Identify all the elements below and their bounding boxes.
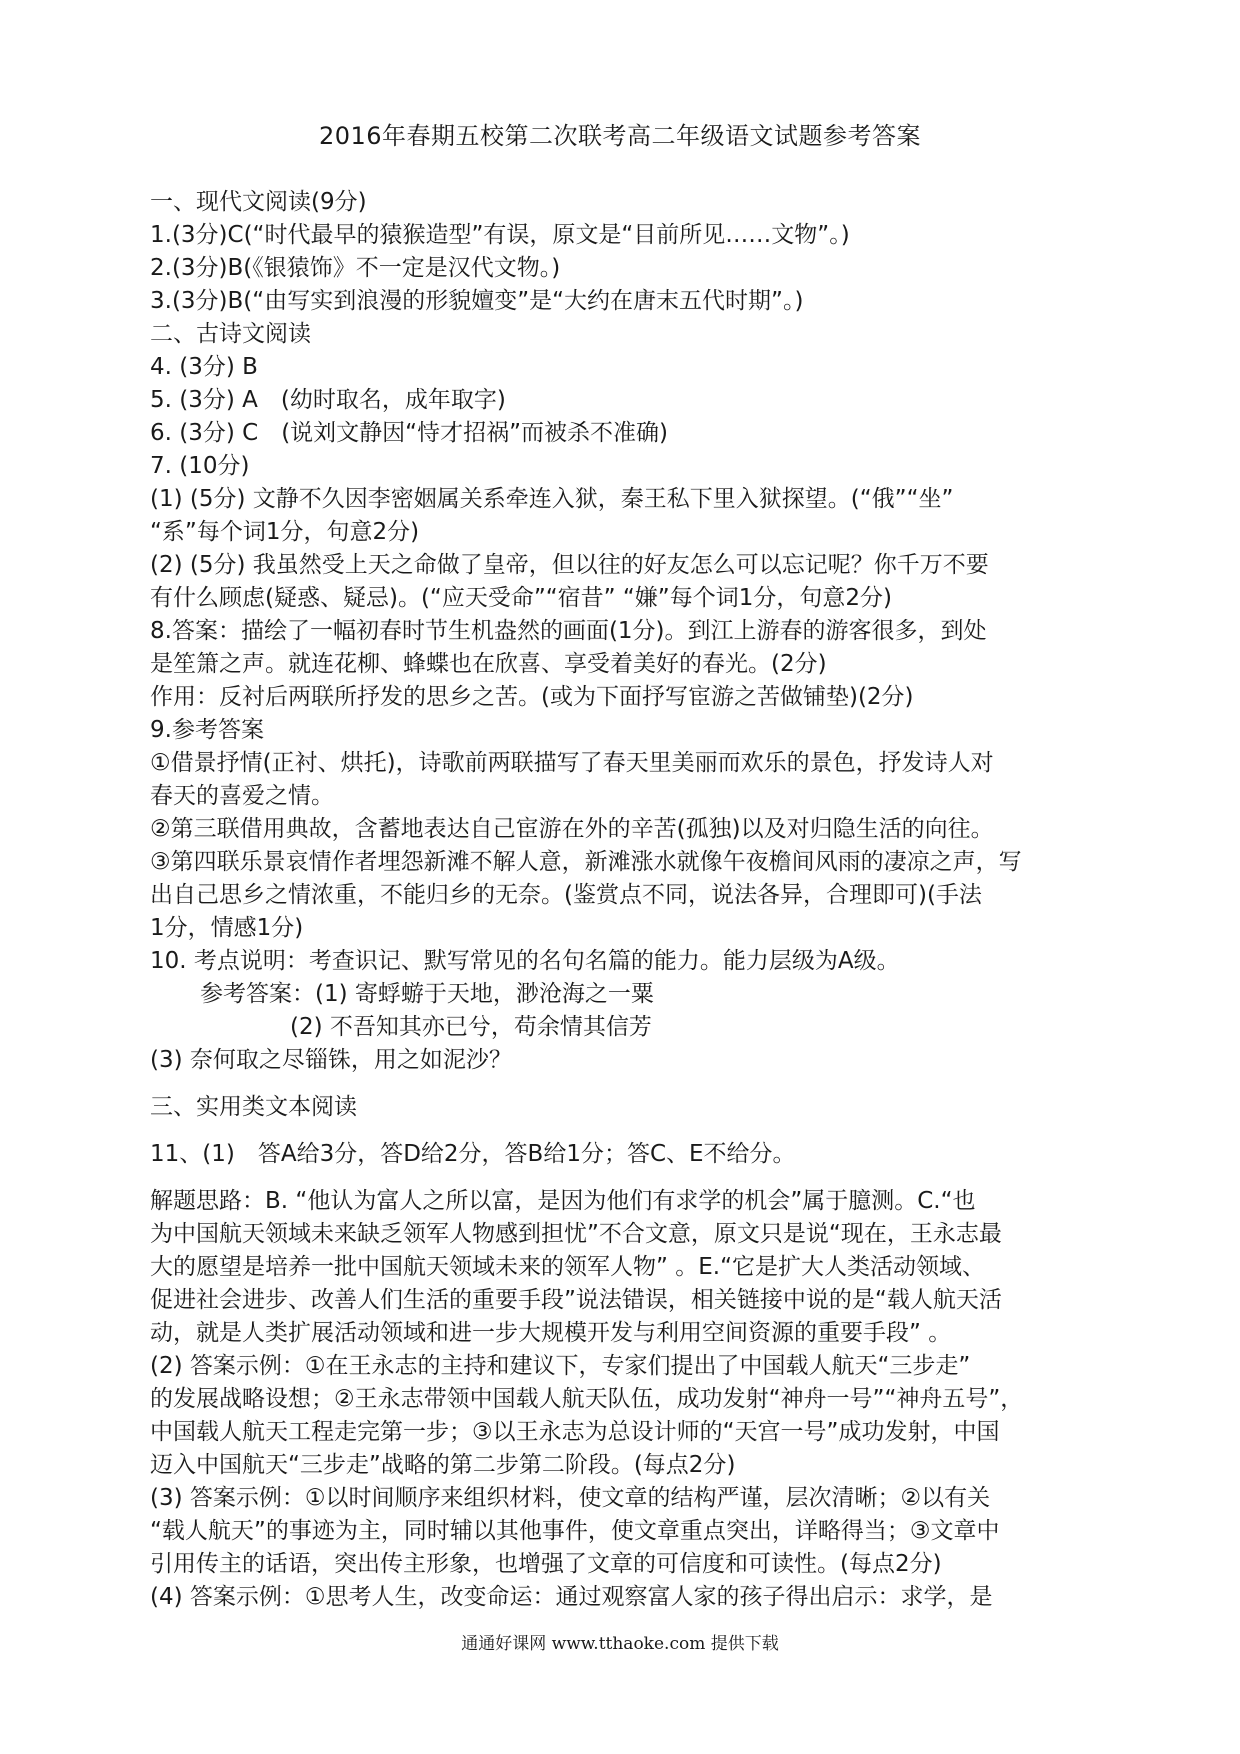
answer-line: (3) 答案示例：①以时间顺序来组织材料，使文章的结构严谨，层次清晰；②以有关 bbox=[150, 1485, 991, 1511]
answer-line: (3) 奈何取之尽锱铢，用之如泥沙？ bbox=[150, 1047, 512, 1073]
answer-line: 1.(3分)C(“时代最早的猿猴造型”有误，原文是“目前所见……文物”。) bbox=[150, 222, 850, 248]
answer-content bbox=[150, 186, 1100, 1614]
answer-line: (2) 不吾知其亦已兮，苟余情其信芳 bbox=[290, 1014, 652, 1040]
answer-line: 出自己思乡之情浓重，不能归乡的无奈。(鉴赏点不同，说法各异，合理即可)(手法 bbox=[150, 882, 982, 908]
answer-line: (4) 答案示例：①思考人生，改变命运：通过观察富人家的孩子得出启示：求学，是 bbox=[150, 1584, 993, 1610]
answer-line: 是笙箫之声。就连花柳、蜂蝶也在欣喜、享受着美好的春光。(2分) bbox=[150, 651, 827, 677]
section-heading: 三、实用类文本阅读 bbox=[150, 1094, 357, 1120]
answer-line: 大的愿望是培养一批中国航天领域未来的领军人物” 。E.“它是扩大人类活动领域、 bbox=[150, 1254, 985, 1280]
answer-line: ③第四联乐景哀情作者埋怨新滩不解人意，新滩涨水就像午夜檐间风雨的凄凉之声，写 bbox=[150, 849, 1022, 875]
answer-line: 8.答案：描绘了一幅初春时节生机盎然的画面(1分)。到江上游春的游客很多，到处 bbox=[150, 618, 987, 644]
section-heading: 二、古诗文阅读 bbox=[150, 321, 311, 347]
answer-line: 3.(3分)B(“由写实到浪漫的形貌嬗变”是“大约在唐末五代时期”。) bbox=[150, 288, 804, 314]
section-heading: 一、现代文阅读(9分) bbox=[150, 189, 367, 215]
answer-line: 9.参考答案 bbox=[150, 717, 264, 743]
answer-line: 促进社会进步、改善人们生活的重要手段”说法错误，相关链接中说的是“载人航天活 bbox=[150, 1287, 1002, 1313]
answer-line: “系”每个词1分，句意2分) bbox=[150, 519, 420, 545]
answer-line: “载人航天”的事迹为主，同时辅以其他事件，使文章重点突出，详略得当；③文章中 bbox=[150, 1518, 1000, 1544]
answer-line: 参考答案：(1) 寄蜉蝣于天地，渺沧海之一粟 bbox=[200, 981, 654, 1007]
page-footer: 通通好课网 www.tthaoke.com 提供下载 bbox=[461, 1634, 779, 1654]
answer-line: 10. 考点说明：考查识记、默写常见的名句名篇的能力。能力层级为A级。 bbox=[150, 948, 900, 974]
answer-line: 迈入中国航天“三步走”战略的第二步第二阶段。(每点2分) bbox=[150, 1452, 736, 1478]
answer-line: 11、(1) 答A给3分，答D给2分，答B给1分；答C、E不给分。 bbox=[150, 1141, 796, 1167]
answer-line: 4. (3分) B bbox=[150, 354, 258, 380]
answer-line: 春天的喜爱之情。 bbox=[150, 783, 334, 809]
answer-line: 5. (3分) A (幼时取名，成年取字) bbox=[150, 387, 506, 413]
answer-line: (2) (5分) 我虽然受上天之命做了皇帝，但以往的好友怎么可以忘记呢？你千万不要 bbox=[150, 552, 989, 578]
answer-line: 动，就是人类扩展活动领域和进一步大规模开发与利用空间资源的重要手段” 。 bbox=[150, 1320, 952, 1346]
answer-line: 中国载人航天工程走完第一步；③以王永志为总设计师的“天宫一号”成功发射，中国 bbox=[150, 1419, 1000, 1445]
answer-line: 6. (3分) C (说刘文静因“恃才招祸”而被杀不准确) bbox=[150, 420, 668, 446]
answer-line: 作用：反衬后两联所抒发的思乡之苦。(或为下面抒写宦游之苦做铺垫)(2分) bbox=[150, 684, 914, 710]
answer-line: 1分，情感1分) bbox=[150, 915, 304, 941]
answer-line: 2.(3分)B(《银猿饰》不一定是汉代文物。) bbox=[150, 255, 561, 281]
answer-line: 解题思路：B. “他认为富人之所以富，是因为他们有求学的机会”属于臆测。C.“也 bbox=[150, 1188, 976, 1214]
answer-line: 有什么顾虑(疑惑、疑忌)。(“应天受命”“宿昔” “嫌”每个词1分，句意2分) bbox=[150, 585, 892, 611]
answer-line: ①借景抒情(正衬、烘托)，诗歌前两联描写了春天里美丽而欢乐的景色，抒发诗人对 bbox=[150, 750, 994, 776]
page-title: 2016年春期五校第二次联考高二年级语文试题参考答案 bbox=[318, 122, 922, 150]
answer-line: ②第三联借用典故，含蓄地表达自己宦游在外的辛苦(孤独)以及对归隐生活的向往。 bbox=[150, 816, 994, 842]
answer-line: 7. (10分) bbox=[150, 453, 250, 479]
answer-line: 引用传主的话语，突出传主形象，也增强了文章的可信度和可读性。(每点2分) bbox=[150, 1551, 942, 1577]
answer-line: 为中国航天领域未来缺乏领军人物感到担忧”不合文意，原文只是说“现在，王永志最 bbox=[150, 1221, 1002, 1247]
answer-line: (2) 答案示例：①在王永志的主持和建议下，专家们提出了中国载人航天“三步走” bbox=[150, 1353, 971, 1379]
answer-line: 的发展战略设想；②王永志带领中国载人航天队伍，成功发射“神舟一号”“神舟五号”， bbox=[150, 1386, 1024, 1412]
answer-line: (1) (5分) 文静不久因李密姻属关系牵连入狱，秦王私下里入狱探望。(“俄”“坐” bbox=[150, 486, 954, 512]
